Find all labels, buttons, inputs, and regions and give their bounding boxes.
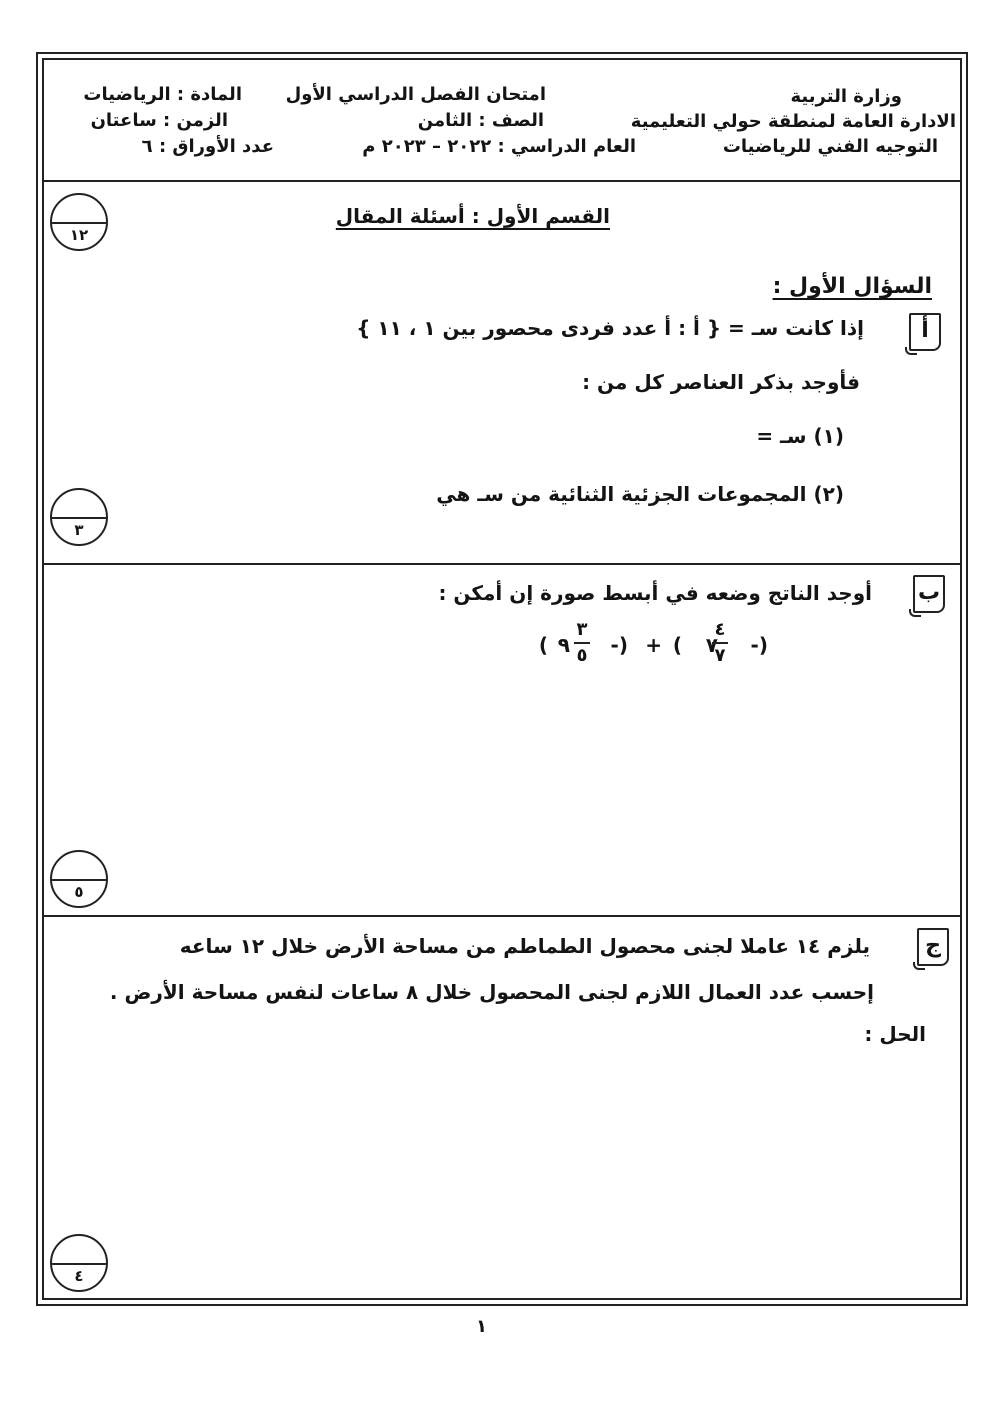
part-a-score: ٣ [74,521,84,539]
expr-right-denominator: ٥ [576,645,588,666]
academic-year: العام الدراسي : ٢٠٢٢ – ٢٠٢٣ م [362,136,636,157]
expr-right-open: (- [610,633,628,657]
expr-right-whole: ٩ [557,633,570,657]
expr-left-fraction [712,620,728,666]
part-b-letter: ب [913,575,945,613]
ministry-name: وزارة التربية [790,86,902,107]
subject-label: المادة : الرياضيات [83,84,242,105]
part-a-instruction: فأوجد بذكر العناصر كل من : [582,370,860,394]
exam-title: امتحان الفصل الدراسي الأول [285,84,546,105]
expr-left-denominator: ٧ [714,645,726,666]
directorate-name: الادارة العامة لمنطقة حولي التعليمية [630,111,956,132]
part-a-divider [42,563,962,565]
part-a-item-2: (٢) المجموعات الجزئية الثنائية من سـ هي [436,482,844,506]
part-a-item-1: (١) سـ = [756,424,844,448]
solution-label: الحل : [864,1022,926,1046]
expr-right-numerator: ٣ [576,619,588,640]
expr-right-close: ) [538,633,548,657]
question-title: السؤال الأول : [772,274,932,299]
part-b-instruction: أوجد الناتج وضعه في أبسط صورة إن أمكن : [438,581,872,605]
part-a-score-circle [50,488,108,546]
expr-left-close: ) [672,633,682,657]
expr-right-fraction [574,620,590,666]
part-b-score-circle [50,850,108,908]
part-c-score-circle [50,1234,108,1292]
header-divider [42,180,962,182]
part-a-statement: إذا كانت سـ = { أ : أ عدد فردى محصور بين ١ ، ١١ } [356,316,864,340]
section-score: ١٢ [69,226,89,244]
part-c-line-2: إحسب عدد العمال اللازم لجنى المحصول خلال ٨ ساعات لنفس مساحة الأرض . [109,980,874,1004]
part-a-letter: أ [909,313,941,351]
expr-operator: + [645,633,662,657]
part-c-letter: ج [917,928,949,966]
expr-left-open: (- [750,633,768,657]
inner-border [42,58,962,1300]
part-b-divider [42,915,962,917]
section-score-circle [50,193,108,251]
time-label: الزمن : ساعتان [90,110,228,131]
grade-label: الصف : الثامن [417,110,544,131]
page-number: ١ [476,1316,487,1337]
part-c-line-1: يلزم ١٤ عاملا لجنى محصول الطماطم من مساحة الأرض خلال ١٢ ساعه [179,934,870,958]
part-c-score: ٤ [74,1267,84,1285]
section-title: القسم الأول : أسئلة المقال [335,204,610,228]
expr-left-whole: ٧ [705,633,718,657]
part-b-score: ٥ [74,883,84,901]
supervision-name: التوجيه الفني للرياضيات [722,136,938,157]
pages-count: عدد الأوراق : ٦ [141,136,274,157]
expr-left-numerator: ٤ [714,619,726,640]
